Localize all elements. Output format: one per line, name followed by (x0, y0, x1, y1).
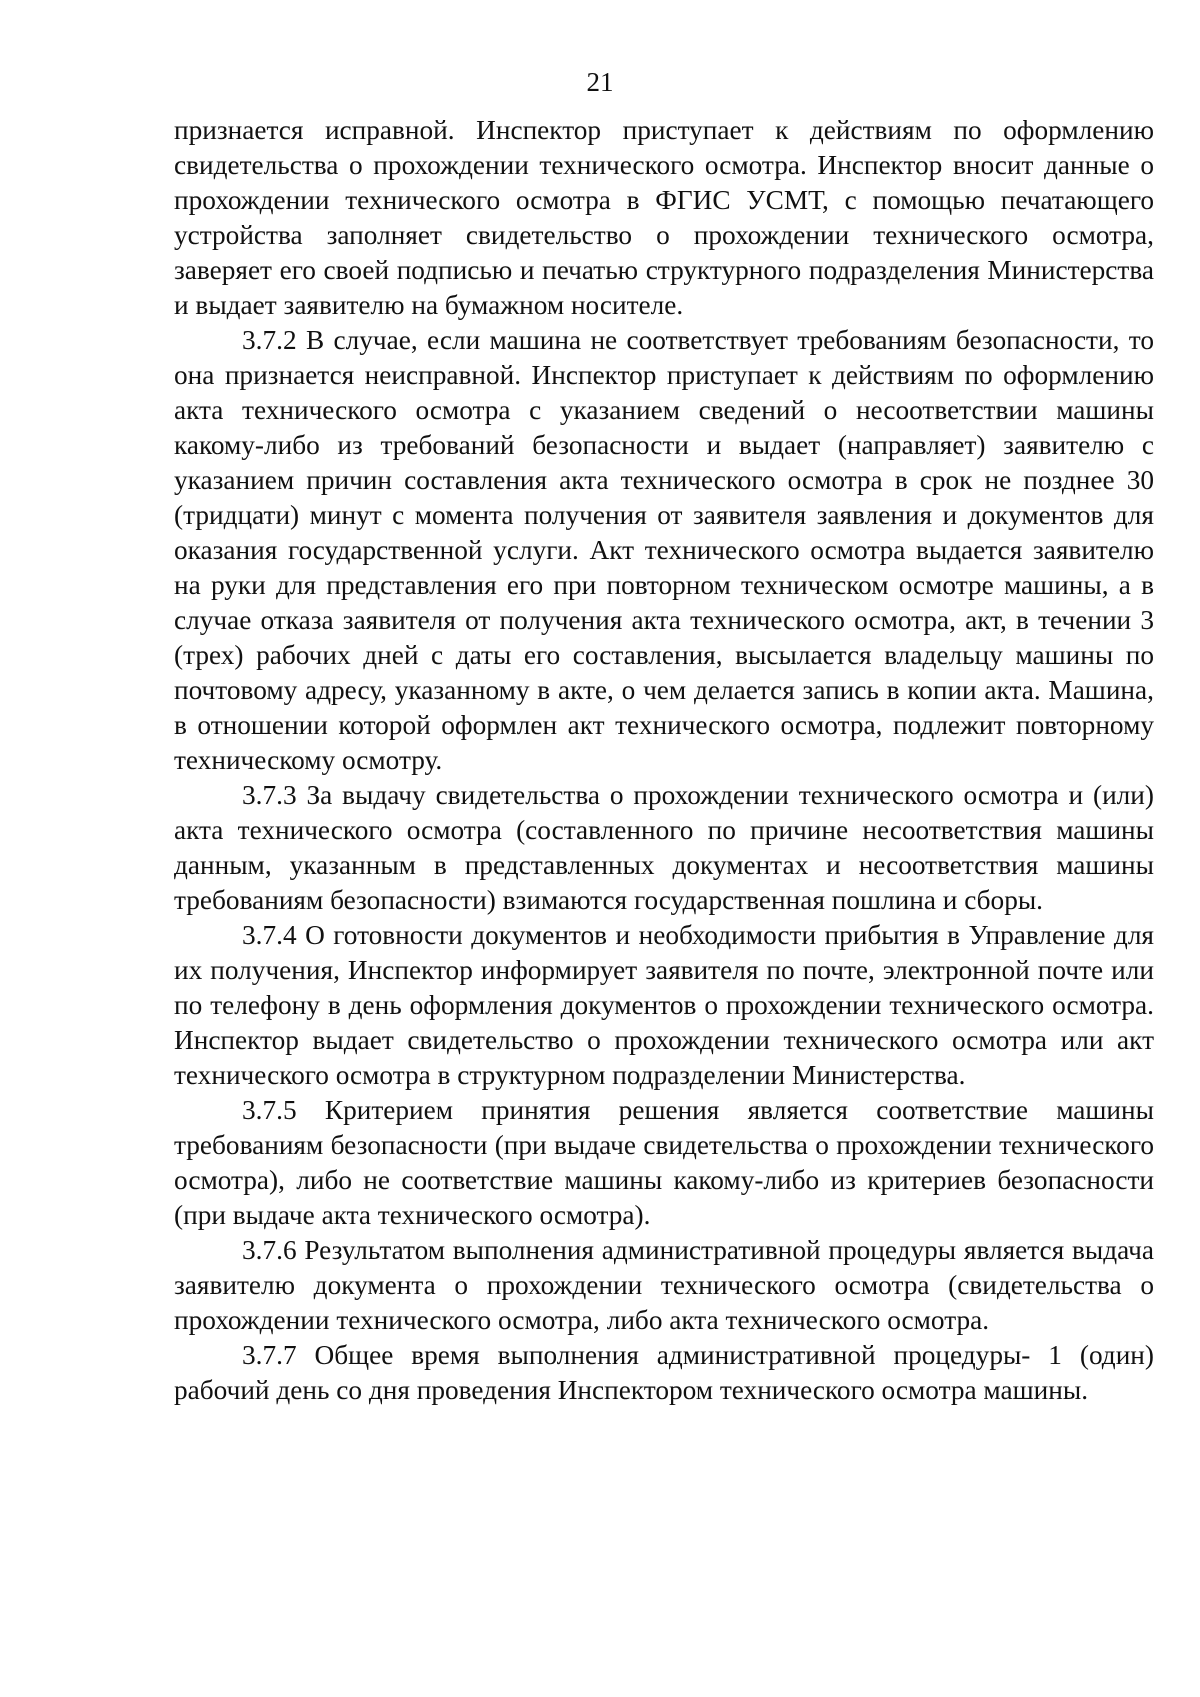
document-body (174, 113, 1154, 1408)
paragraph-3-7-7: 3.7.7 Общее время выполнения административной процедуры- 1 (один) рабочий день со дня проведения Инспектором технического осмотра машины. (174, 1340, 1154, 1405)
paragraph-3-7-3: 3.7.3 За выдачу свидетельства о прохождении технического осмотра и (или) акта технического осмотра (составленного по причине несоответствия машины данным, указанным в представленных документах и несоответствия машины требованиям безопасности) взимаются государственная пошлина и сборы. (174, 780, 1154, 915)
paragraph-3-7-4: 3.7.4 О готовности документов и необходимости прибытия в Управление для их получения, Инспектор информирует заявителя по почте, электронной почте или по телефону в день оформления документов о прохождении технического осмотра. Инспектор выдает свидетельство о прохождении технического осмотра или акт технического осмотра в структурном подразделении Министерства. (174, 920, 1154, 1090)
page-number: 21 (586, 67, 614, 97)
paragraph-3-7-2: 3.7.2 В случае, если машина не соответствует требованиям безопасности, то она признается неисправной. Инспектор приступает к действиям по оформлению акта технического осмотра с указанием сведений о несоответствии машины какому-либо из требований безопасности и выдает (направляет) заявителю с указанием причин составления акта технического осмотра в срок не позднее 30 (тридцати) минут с момента получения от заявителя заявления и документов для оказания государственной услуги. Акт технического осмотра выдается заявителю на руки для представления его при повторном техническом осмотре машины, а в случае отказа заявителя от получения акта технического осмотра, акт, в течении 3 (трех) рабочих дней с даты его составления, высылается владельцу машины по почтовому адресу, указанному в акте, о чем делается запись в копии акта. Машина, в отношении которой оформлен акт технического осмотра, подлежит повторному техническому осмотру. (174, 325, 1154, 775)
paragraph-3-7-6: 3.7.6 Результатом выполнения административной процедуры является выдача заявителю документа о прохождении технического осмотра (свидетельства о прохождении технического осмотра, либо акта технического осмотра. (174, 1235, 1154, 1335)
paragraph-continuation: признается исправной. Инспектор приступает к действиям по оформлению свидетельства о прохождении технического осмотра. Инспектор вносит данные о прохождении технического осмотра в ФГИС УСМТ, с помощью печатающего устройства заполняет свидетельство о прохождении технического осмотра, заверяет его своей подписью и печатью структурного подразделения Министерства и выдает заявителю на бумажном носителе. (174, 115, 1154, 320)
paragraph-3-7-5: 3.7.5 Критерием принятия решения является соответствие машины требованиям безопасности (при выдаче свидетельства о прохождении технического осмотра), либо не соответствие машины какому-либо из критериев безопасности (при выдаче акта технического осмотра). (174, 1095, 1154, 1230)
